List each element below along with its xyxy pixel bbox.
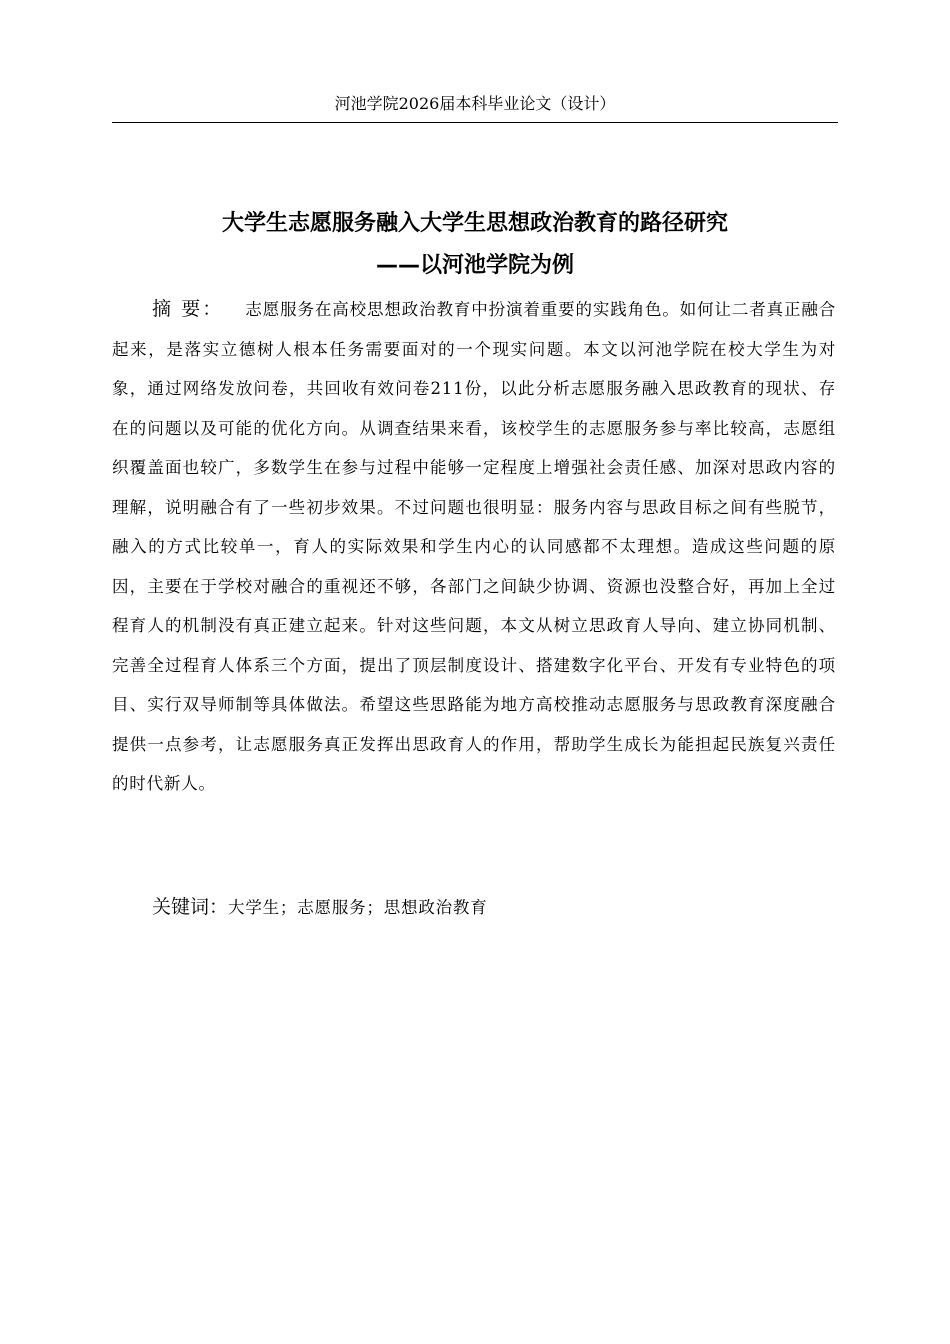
keywords-line: [152, 892, 832, 923]
running-header: 河池学院2026届本科毕业论文（设计）: [334, 94, 616, 113]
abstract-text: 志愿服务在高校思想政治教育中扮演着重要的实践角色。如何让二者真正融合起来，是落实立德树人根本任务需要面对的一个现实问题。本文以河池学院在校大学生为对象，通过网络发放问卷，共回收有效问卷211份，以此分析志愿服务融入思政教育的现状、存在的问题以及可能的优化方向。从调查结果来看，该校学生的志愿服务参与率比较高，志愿组织覆盖面也较广，多数学生在参与过程中能够一定程度上增强社会责任感、加深对思政内容的理解，说明融合有了一些初步效果。不过问题也很明显：服务内容与思政目标之间有些脱节，融入的方式比较单一，育人的实际效果和学生内心的认同感都不太理想。造成这些问题的原因，主要在于学校对融合的重视还不够，各部门之间缺少协调、资源也没整合好，再加上全过程育人的机制没有真正建立起来。针对这些问题，本文从树立思政育人导向、建立协同机制、完善全过程育人体系三个方面，提出了顶层制度设计、搭建数字化平台、开发有专业特色的项目、实行双导师制等具体做法。希望这些思路能为地方高校推动志愿服务与思政教育深度融合提供一点参考，让志愿服务真正发挥出思政育人的作用，帮助学生成长为能担起民族复兴责任的时代新人。: [112, 300, 836, 793]
abstract-paragraph: [112, 290, 836, 804]
abstract-label: 摘 要：: [152, 298, 224, 320]
header-divider: [112, 122, 838, 123]
thesis-subtitle: ——以河池学院为例: [375, 253, 574, 278]
keywords-label: 关键词：: [152, 896, 229, 918]
keywords-text: 大学生；志愿服务；思想政治教育: [228, 898, 488, 917]
thesis-title: 大学生志愿服务融入大学生思想政治教育的路径研究: [221, 211, 728, 236]
